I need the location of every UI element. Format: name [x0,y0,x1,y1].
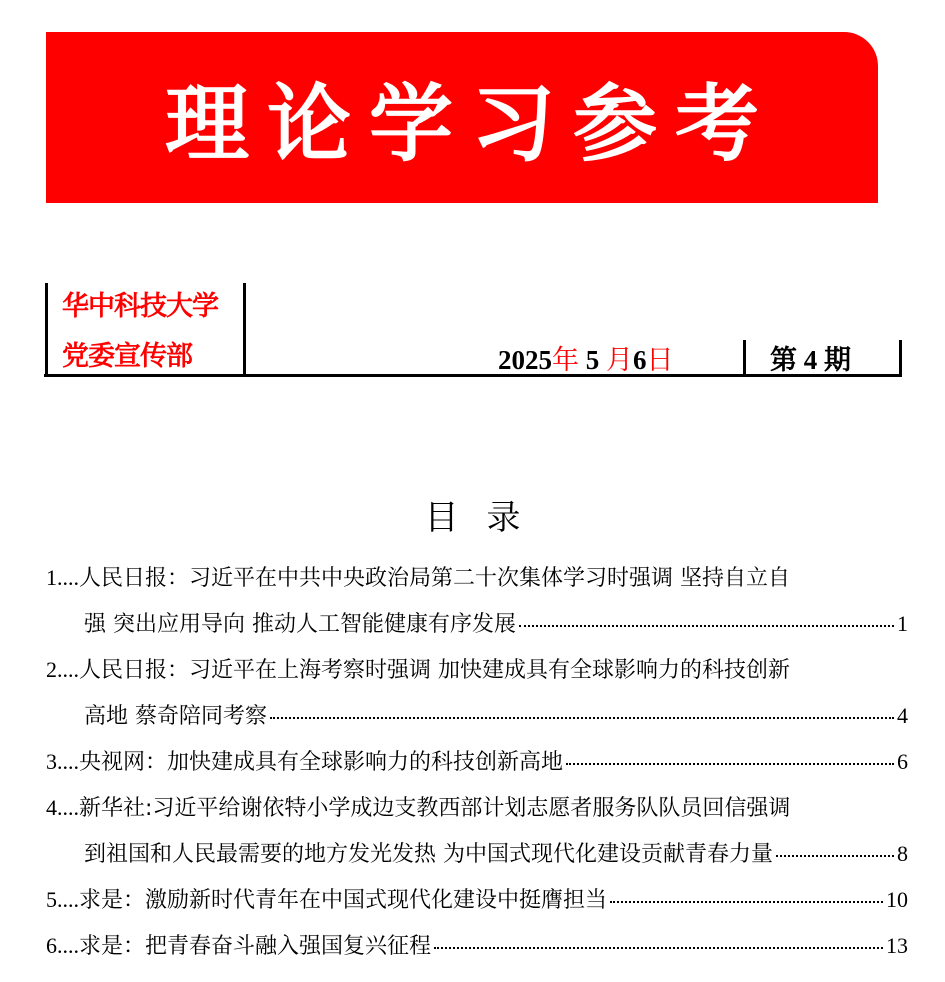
toc-entry[interactable]: 5.... 求是：激励新时代青年在中国式现代化建设中挺膺担当 10 [46,887,908,913]
table-of-contents [46,560,908,974]
toc-title: 目录 [424,498,549,538]
dot-leader [270,717,894,719]
masthead-banner [46,32,878,203]
toc-entry-cont[interactable]: 到祖国和人民最需要的地方发光发热 为中国式现代化建设贡献青春力量 8 [84,841,908,867]
toc-entry[interactable]: 6.... 求是：把青春奋斗融入强国复兴征程 13 [46,933,908,959]
dot-leader [519,625,894,627]
toc-entry[interactable]: 3.... 央视网：加快建成具有全球影响力的科技创新高地 6 [46,749,908,775]
toc-entry-cont[interactable]: 高地 蔡奇陪同考察 4 [84,703,908,729]
dot-leader [566,763,894,765]
divider [243,283,246,376]
org-department: 党委宣传部 [62,341,192,372]
dot-leader [610,901,883,903]
dot-leader [776,855,894,857]
divider [45,283,48,376]
issue-number: 第 4 期 [770,345,851,375]
divider [899,340,902,376]
toc-entry[interactable]: 2.... 人民日报：习近平在上海考察时强调 加快建成具有全球影响力的科技创新 [46,657,790,683]
divider [743,340,746,376]
toc-entry[interactable]: 4.... 新华社:习近平给谢依特小学成边支教西部计划志愿者服务队队员回信强调 [46,795,791,821]
toc-entry[interactable]: 1.... 人民日报：习近平在中共中央政治局第二十次集体学习时强调 坚持自立自 [46,565,790,591]
issue-date: 2025年 5 月6日 [498,345,674,375]
org-name: 华中科技大学 [62,291,218,322]
publication-title: 理论学习参考 [164,74,777,173]
toc-entry-cont[interactable]: 强 突出应用导向 推动人工智能健康有序发展 1 [84,611,908,637]
dot-leader [434,947,883,949]
